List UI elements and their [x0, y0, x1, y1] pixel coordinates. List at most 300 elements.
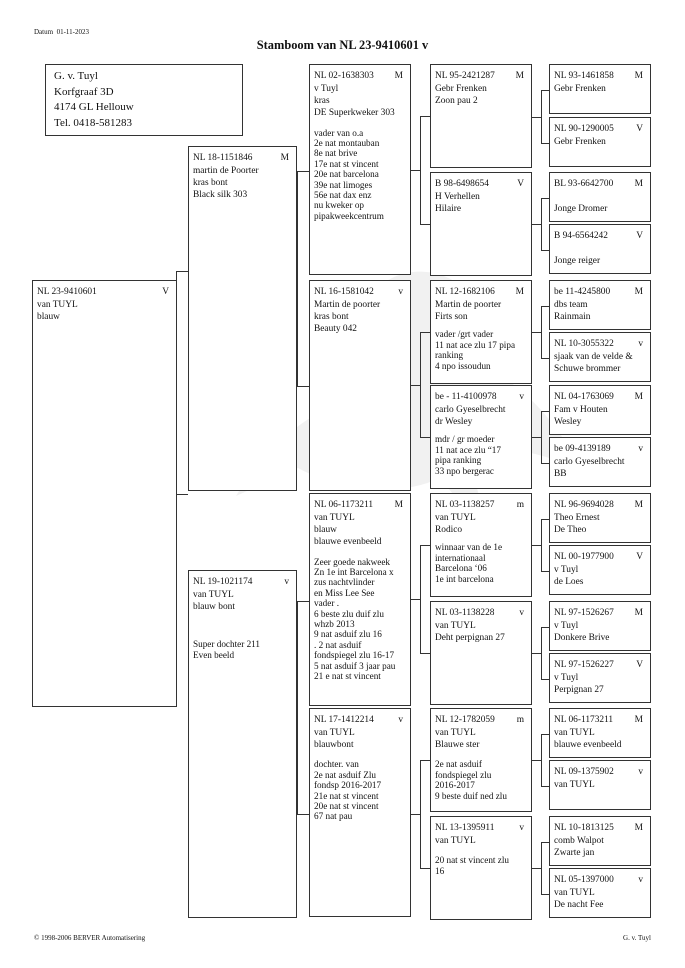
sex-marker: M [634, 608, 643, 618]
connector-line [541, 786, 549, 787]
pigeon-note-line: vader . [314, 598, 339, 609]
pigeon-info-line: Martin de poorter [314, 300, 381, 310]
ring-header [314, 69, 406, 83]
ring-header [554, 177, 646, 191]
connector-line [541, 679, 549, 680]
ring-number: NL 97-1526227 [554, 660, 614, 670]
pigeon-info-line: kras bont [193, 178, 228, 189]
great-great-grandparent-box [549, 868, 651, 918]
pigeon-note-line: 9 nat asduif zlu 16 [314, 629, 382, 640]
pigeon-info-line: Donkere Brive [554, 633, 610, 644]
ring-number: NL 10-3055322 [554, 339, 614, 349]
pigeon-note-line: 39e nat limoges [314, 179, 373, 190]
ring-number: NL 04-1763069 [554, 392, 614, 402]
pigeon-info-line: blauw [314, 525, 337, 536]
ring-header [314, 285, 406, 299]
ring-header [435, 69, 527, 83]
pigeon-info-line: carlo Gyeselbrecht [435, 405, 506, 415]
connector-line [411, 814, 420, 815]
ring-number: be 11-4245800 [554, 287, 611, 297]
pigeon-note-line: 9 beste duif ned zlu [435, 790, 507, 801]
connector-line [411, 385, 420, 386]
pigeon-info-line: Gebr Frenken [554, 84, 606, 94]
ring-number: NL 02-1638303 [314, 71, 374, 81]
grandparent-box [309, 708, 411, 917]
great-grandparent-box [430, 64, 532, 168]
sex-marker: V [636, 660, 643, 670]
connector-line [532, 653, 541, 654]
ring-number: NL 96-9694028 [554, 500, 614, 510]
ring-header [554, 765, 646, 779]
connector-line [420, 116, 430, 117]
pigeon-info-line [554, 243, 646, 255]
pigeon-note-line: 2e nat montauban [314, 138, 380, 149]
pigeon-info-line: kras bont [314, 312, 349, 323]
ring-header [554, 69, 646, 83]
connector-line [297, 601, 298, 814]
pigeon-note-line: 33 npo bergerac [435, 465, 495, 476]
owner-line: 4174 GL Hellouw [54, 101, 134, 113]
ring-number: NL 00-1977900 [554, 552, 614, 562]
great-great-grandparent-box [549, 280, 651, 330]
sex-marker: M [634, 392, 643, 402]
date-line [34, 28, 89, 36]
connector-line [541, 894, 549, 895]
ring-header [435, 177, 527, 191]
pigeon-note-line: 16 [435, 865, 445, 876]
pigeon-note-line: nu kweker op [314, 200, 365, 211]
connector-line [532, 437, 541, 438]
great-great-grandparent-box [549, 760, 651, 810]
pigeon-note-line: whzb 2013 [314, 619, 355, 630]
ring-number: NL 05-1397000 [554, 875, 614, 885]
ring-number: NL 12-1682106 [435, 287, 495, 297]
pigeon-info-line: van TUYL [554, 780, 595, 790]
great-grandparent-box [430, 816, 532, 920]
pigeon-info-line: Zoon pau 2 [435, 96, 478, 107]
pigeon-note-line: 2e nat asduif [435, 759, 482, 770]
pigeon-info-line: H Verhellen [435, 192, 480, 202]
sex-marker: M [634, 823, 643, 833]
father-box [188, 146, 297, 491]
owner-box [45, 64, 243, 136]
pigeon-info-line: Jonge Dromer [554, 204, 608, 215]
ring-number: NL 10-1813125 [554, 823, 614, 833]
pigeon-note-line: 56e nat dax enz [314, 190, 372, 201]
connector-line [541, 463, 549, 464]
ring-header [37, 285, 172, 299]
great-great-grandparent-box [549, 493, 651, 543]
sex-marker: M [280, 153, 289, 163]
sex-marker: V [636, 231, 643, 241]
sex-marker: v [519, 608, 524, 618]
ring-number: NL 17-1412214 [314, 715, 374, 725]
connector-line [411, 599, 420, 600]
connector-line [420, 116, 421, 224]
sex-marker: v [519, 823, 524, 833]
ring-number: NL 23-9410601 [37, 287, 97, 297]
connector-line [541, 734, 549, 735]
ring-header [193, 575, 292, 589]
ring-number: NL 93-1461858 [554, 71, 614, 81]
ring-header [435, 606, 527, 620]
owner-line: G. v. Tuyl [54, 70, 98, 82]
pigeon-info-line: De nacht Fee [554, 900, 604, 911]
ring-number: NL 12-1782059 [435, 715, 495, 725]
ring-header [554, 229, 646, 243]
ring-number: NL 97-1526267 [554, 608, 614, 618]
ring-header [314, 498, 406, 512]
pigeon-info-line: van TUYL [554, 728, 595, 738]
pigeon-info-line: Blauwe ster [435, 740, 480, 751]
pigeon-note-line: internationaal [435, 552, 486, 563]
connector-line [532, 224, 541, 225]
pigeon-info-line: v Tuyl [554, 673, 579, 683]
great-great-grandparent-box [549, 437, 651, 487]
ring-header [554, 498, 646, 512]
connector-line [541, 198, 542, 250]
connector-line [176, 494, 188, 495]
connector-line [541, 90, 542, 143]
sex-marker: V [162, 287, 169, 297]
connector-line [297, 171, 298, 386]
pigeon-info-line: Theo Ernest [554, 513, 600, 523]
grandparent-box [309, 280, 411, 491]
pigeon-note-line: 5 nat asduif 3 jaar pau [314, 660, 396, 671]
ring-header [554, 713, 646, 727]
sex-marker: M [515, 287, 524, 297]
great-great-grandparent-box [549, 816, 651, 866]
pigeon-info-line: Gebr Frenken [554, 137, 606, 147]
sex-marker: M [634, 715, 643, 725]
ring-number: B 98-6498654 [435, 179, 489, 189]
pigeon-info-line: Fam v Houten [554, 405, 608, 415]
pigeon-note-line: Barcelona ‘06 [435, 563, 487, 574]
ring-number: NL 16-1581042 [314, 287, 374, 297]
pigeon-info-line: sjaak van de velde & [554, 352, 633, 362]
pigeon-note-line: fondspiegel zlu 16-17 [314, 650, 395, 661]
connector-line [297, 814, 309, 815]
pigeon-info-line: carlo Gyeselbrecht [554, 457, 625, 467]
ring-number: NL 19-1021174 [193, 577, 253, 587]
ring-number: NL 90-1290005 [554, 124, 614, 134]
great-grandparent-box [430, 280, 532, 384]
page-title: Stamboom van NL 23-9410601 v [256, 38, 429, 52]
owner-lines [54, 69, 238, 133]
ring-header [554, 442, 646, 456]
pigeon-info-line: DE Superkweker 303 [314, 108, 395, 119]
connector-line [541, 411, 542, 463]
connector-line [541, 519, 542, 571]
ring-header [554, 658, 646, 672]
subject-pigeon-box [32, 280, 177, 707]
pigeon-info-line: comb Walpot [554, 836, 604, 846]
sex-marker: M [394, 500, 403, 510]
connector-line [541, 411, 549, 412]
connector-line [541, 519, 549, 520]
sex-marker: M [515, 71, 524, 81]
pigeon-note-line: 17e nat st vincent [314, 158, 379, 169]
sex-marker: v [638, 339, 643, 349]
pigeon-note-line: Zn 1e int Barcelona x [314, 567, 394, 578]
pigeon-note-line: 20 nat st vincent zlu [435, 855, 509, 866]
pigeon-note-line: . 2 nat asduif [314, 639, 362, 650]
pigeon-note-line: 21 e nat st vincent [314, 671, 381, 682]
ring-number: NL 13-1395911 [435, 823, 495, 833]
pigeon-note-line: 6 beste zlu duif zlu [314, 608, 384, 619]
connector-line [541, 143, 549, 144]
ring-number: B 94-6564242 [554, 231, 608, 241]
sex-marker: v [638, 875, 643, 885]
connector-line [541, 198, 549, 199]
pigeon-info-line: de Loes [554, 577, 584, 588]
sex-marker: v [398, 287, 403, 297]
pigeon-info-line: dr Wesley [435, 417, 473, 428]
pigeon-info-line: Zwarte jan [554, 848, 595, 859]
pigeon-note-line: Super dochter 211 [193, 639, 261, 650]
great-great-grandparent-box [549, 653, 651, 703]
pigeon-info-line: Firts son [435, 312, 468, 323]
great-great-grandparent-box [549, 64, 651, 114]
great-grandparent-box [430, 385, 532, 489]
pigeon-note-line: mdr / gr moeder [435, 434, 495, 445]
great-grandparent-box [430, 493, 532, 597]
ring-header [554, 337, 646, 351]
sex-marker: M [394, 71, 403, 81]
pigeon-note-line: 2016-2017 [435, 780, 475, 791]
pigeon-info-line: De Theo [554, 525, 587, 536]
connector-line [176, 271, 188, 272]
great-grandparent-box [430, 708, 532, 812]
sex-marker: m [516, 500, 524, 510]
pigeon-info-line: Rodico [435, 525, 463, 536]
pigeon-info-line: van TUYL [314, 728, 355, 738]
sex-marker: v [638, 767, 643, 777]
connector-line [532, 332, 541, 333]
ring-number: NL 06-1173211 [314, 500, 374, 510]
pigeon-info-line: van TUYL [314, 513, 355, 523]
pigeon-info-line: Black silk 303 [193, 190, 248, 201]
connector-line [541, 306, 542, 358]
ring-header [314, 713, 406, 727]
ring-number: be - 11-4100978 [435, 392, 497, 402]
footer-copyright: © 1998-2006 BERVER Automatisering [34, 934, 146, 942]
pigeon-note-line: 1e int barcelona [435, 573, 494, 584]
great-great-grandparent-box [549, 332, 651, 382]
pigeon-note-line: 11 nat ace zlu 17 pipa [435, 339, 516, 350]
pigeon-note-line: 8e nat brive [314, 148, 358, 159]
great-great-grandparent-box [549, 117, 651, 167]
connector-line [420, 437, 430, 438]
pigeon-info-line: van TUYL [435, 836, 476, 846]
owner-line: Tel. 0418-581283 [54, 116, 133, 129]
pigeon-info-line: v Tuyl [314, 84, 339, 94]
pigeon-note-line: Even beeld [193, 649, 235, 660]
pigeon-info-line: v Tuyl [554, 621, 579, 631]
pigeon-note-line: ranking [435, 350, 464, 361]
sex-marker: M [634, 500, 643, 510]
sex-marker: v [638, 444, 643, 454]
pigeon-note-line: pipakweekcentrum [314, 210, 384, 221]
ring-header [554, 873, 646, 887]
pigeon-note-line: vader /grt vader [435, 329, 494, 340]
great-great-grandparent-box [549, 601, 651, 651]
pigeon-note-line: fondspiegel zlu [435, 769, 492, 780]
connector-line [541, 358, 549, 359]
connector-line [420, 653, 430, 654]
connector-line [541, 306, 549, 307]
pigeon-info-line: Wesley [554, 417, 582, 428]
ring-header [435, 713, 527, 727]
connector-line [532, 545, 541, 546]
ring-header [435, 498, 527, 512]
connector-line [541, 842, 549, 843]
connector-line [541, 627, 549, 628]
pigeon-note-line: fondsp 2016-2017 [314, 780, 382, 791]
ring-header [554, 390, 646, 404]
footer-owner: G. v. Tuyl [623, 934, 651, 942]
sex-marker: V [636, 124, 643, 134]
connector-line [411, 170, 420, 171]
ring-number: BL 93-6642700 [554, 179, 614, 189]
ring-header [554, 285, 646, 299]
connector-line [532, 868, 541, 869]
connector-line [541, 842, 542, 894]
pigeon-info-line [554, 191, 646, 203]
ring-number: NL 06-1173211 [554, 715, 614, 725]
ring-header [554, 550, 646, 564]
connector-line [541, 734, 542, 786]
pigeon-note-line: vader van o.a [314, 127, 364, 138]
connector-line [297, 386, 309, 387]
connector-line [420, 760, 430, 761]
great-grandparent-box [430, 601, 532, 705]
pigeon-info-line: Gebr Frenken [435, 84, 487, 94]
great-great-grandparent-box [549, 385, 651, 435]
pigeon-note-line: dochter. van [314, 759, 359, 770]
sex-marker: M [634, 71, 643, 81]
pigeon-note-line: 21e nat st vincent [314, 790, 379, 801]
connector-line [532, 117, 541, 118]
ring-header [554, 821, 646, 835]
sex-marker: v [284, 577, 289, 587]
pigeon-note-line: Zeer goede nakweek [314, 556, 391, 567]
ring-header [435, 285, 527, 299]
pigeon-note-line: pipa ranking [435, 455, 482, 466]
pigeon-info-line: Beauty 042 [314, 324, 357, 335]
connector-line [420, 760, 421, 868]
ring-header [554, 606, 646, 620]
pigeon-info-line: v Tuyl [554, 565, 579, 575]
pigeon-info-line: Perpignan 27 [554, 685, 604, 696]
connector-line [541, 250, 549, 251]
pigeon-info-line: van TUYL [193, 590, 234, 600]
ring-header [435, 821, 527, 835]
sex-marker: M [634, 179, 643, 189]
pigeon-info-line: Rainmain [554, 312, 591, 323]
pigeon-info-line: van TUYL [554, 888, 595, 898]
pigeon-info-line: van TUYL [435, 621, 476, 631]
connector-line [420, 545, 430, 546]
ring-number: NL 09-1375902 [554, 767, 614, 777]
pigeon-info-line: blauwbont [314, 740, 354, 751]
mother-box [188, 570, 297, 918]
pigeon-note-line: 11 nat ace zlu “17 [435, 444, 501, 455]
connector-line [420, 868, 430, 869]
ring-header [193, 151, 292, 165]
sex-marker: m [516, 715, 524, 725]
owner-line: Korfgraaf 3D [54, 85, 114, 98]
connector-line [420, 332, 421, 437]
pigeon-note-line: zus nachtvlinder [314, 577, 375, 588]
sex-marker: M [634, 287, 643, 297]
pigeon-info-line: Deht perpignan 27 [435, 633, 505, 644]
pigeon-info-line: BB [554, 469, 567, 480]
connector-line [541, 571, 549, 572]
ring-number: NL 03-1138257 [435, 500, 495, 510]
pigeon-info-line: dbs team [554, 300, 588, 310]
connector-line [541, 90, 549, 91]
connector-line [420, 224, 430, 225]
pigeon-note-line: 20e nat barcelona [314, 169, 379, 180]
date-label: Datum [34, 28, 54, 36]
pigeon-info-line: van TUYL [435, 728, 476, 738]
great-grandparent-box [430, 172, 532, 276]
connector-line [297, 601, 309, 602]
connector-line [420, 332, 430, 333]
connector-line [541, 627, 542, 679]
pigeon-info-line: blauwe evenbeeld [314, 537, 382, 548]
pigeon-info-line: Schuwe brommer [554, 364, 621, 375]
ring-number: be 09-4139189 [554, 444, 611, 454]
ring-header [435, 390, 527, 404]
pigeon-info-line: van TUYL [435, 513, 476, 523]
connector-line [297, 171, 309, 172]
pigeon-info-line: martin de Poorter [193, 166, 259, 176]
sex-marker: v [398, 715, 403, 725]
pigeon-note-line: 67 nat pau [314, 811, 353, 822]
great-great-grandparent-box [549, 545, 651, 595]
pigeon-info-line: Martin de poorter [435, 300, 502, 310]
connector-line [532, 760, 541, 761]
sex-marker: V [517, 179, 524, 189]
pigeon-info-line: kras [314, 96, 330, 107]
pigeon-info-line: van TUYL [37, 300, 78, 310]
great-great-grandparent-box [549, 708, 651, 758]
pigeon-info-line: blauwe evenbeeld [554, 740, 622, 751]
pigeon-note-line: 20e nat st vincent [314, 801, 379, 812]
pigeon-info-line: Jonge reiger [554, 256, 601, 267]
pigeon-info-line: Hilaire [435, 204, 462, 215]
sex-marker: V [636, 552, 643, 562]
print-date: 01-11-2023 [56, 28, 89, 36]
great-great-grandparent-box [549, 224, 651, 274]
ring-number: NL 03-1138228 [435, 608, 495, 618]
grandparent-box [309, 64, 411, 275]
great-great-grandparent-box [549, 172, 651, 222]
sex-marker: v [519, 392, 524, 402]
ring-number: NL 18-1151846 [193, 153, 253, 163]
ring-number: NL 95-2421287 [435, 71, 495, 81]
pigeon-note-line: winnaar van de 1e [435, 542, 503, 553]
connector-line [420, 545, 421, 653]
pigeon-note-line: 4 npo issoudun [435, 360, 491, 371]
grandparent-box [309, 493, 411, 706]
pigeon-note-line: 2e nat asduif Zlu [314, 769, 376, 780]
pigeon-note-line: en Miss Lee See [314, 587, 375, 598]
pigeon-info-line: blauw [37, 312, 60, 323]
ring-header [554, 122, 646, 136]
